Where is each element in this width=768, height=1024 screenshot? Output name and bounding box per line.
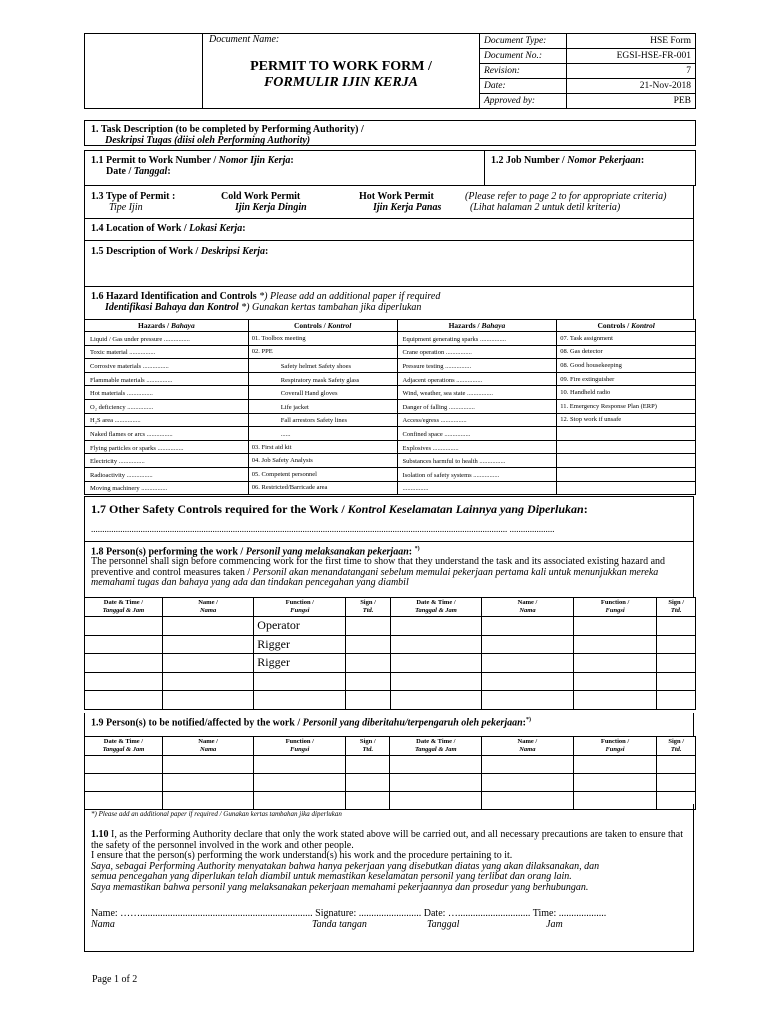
permit-type-label: 1.3 Type of Permit : xyxy=(91,191,176,202)
control-cell[interactable] xyxy=(248,467,397,481)
person-cell[interactable] xyxy=(346,756,390,774)
person-cell[interactable] xyxy=(162,617,253,636)
other-controls-label: 1.7 Other Safety Controls required for the Work / xyxy=(91,502,348,516)
person-cell[interactable] xyxy=(482,672,573,691)
person-cell[interactable] xyxy=(85,691,163,710)
hazard-label: ................ xyxy=(402,485,429,493)
control-cell[interactable] xyxy=(248,440,397,454)
control-cell[interactable] xyxy=(248,372,397,386)
date-label-id: Tanggal xyxy=(133,166,168,177)
hazard-row xyxy=(85,332,696,346)
hazard-label: Toxic material ................ xyxy=(90,349,156,357)
meta-value: HSE Form xyxy=(567,34,696,49)
hazard-cell[interactable] xyxy=(397,413,557,427)
control-cell[interactable] xyxy=(248,386,397,400)
control-cell[interactable] xyxy=(557,332,696,346)
section-1-8-persons xyxy=(84,542,694,597)
section-1-6-hazards xyxy=(84,287,694,319)
control-label: 02. PPE xyxy=(251,348,273,356)
hazard-cell[interactable] xyxy=(397,359,557,373)
person-row xyxy=(85,654,696,673)
control-label: 10. Handheld radio xyxy=(560,389,611,397)
hazard-label: Access/egress ................ xyxy=(402,417,467,425)
column-header: Sign / Ttd. xyxy=(657,737,696,756)
control-label: 08. Gas detector xyxy=(560,348,603,356)
meta-label: Document No.: xyxy=(480,49,567,64)
control-cell[interactable] xyxy=(557,481,696,495)
person-cell[interactable] xyxy=(657,672,696,691)
person-cell[interactable] xyxy=(390,691,482,710)
column-header: Function / Fungsi xyxy=(573,598,657,617)
permit-number-label-id: Nomor Ijin Kerja xyxy=(218,155,291,166)
meta-label: Approved by: xyxy=(480,94,567,109)
persons-notified-label: 1.9 Person(s) to be notified/affected by the work / xyxy=(91,717,303,729)
column-header: Sign / Ttd. xyxy=(346,598,390,617)
persons-notified-label-id: Personil yang diberitahu/terpengaruh oleh pekerjaan xyxy=(302,717,523,729)
hazard-cell[interactable] xyxy=(397,386,557,400)
person-cell[interactable] xyxy=(573,756,657,774)
hazard-cell[interactable] xyxy=(397,372,557,386)
time-label-id: Jam xyxy=(546,919,563,930)
person-row xyxy=(85,691,696,710)
section-1-3-permit-type xyxy=(84,186,694,219)
form-title-id: FORMULIR IJIN KERJA xyxy=(263,75,419,90)
control-cell[interactable] xyxy=(557,359,696,373)
person-cell[interactable] xyxy=(573,654,657,673)
person-cell[interactable] xyxy=(657,617,696,636)
person-cell[interactable] xyxy=(85,654,163,673)
hazard-row xyxy=(85,399,696,413)
location-label-id: Lokasi Kerja xyxy=(189,223,243,234)
column-header: Name / Nama xyxy=(482,737,574,756)
control-label: Coverall Hand gloves xyxy=(280,390,338,398)
col-hazards: Hazards / Bahaya xyxy=(397,320,557,332)
hazard-cell[interactable] xyxy=(397,440,557,454)
column-header: Name / Nama xyxy=(162,598,253,617)
hazard-row xyxy=(85,386,696,400)
person-cell[interactable] xyxy=(346,774,390,792)
persons-performing-text: The personnel shall sign before commencing work for the first time to show that they understand the task and its associated existing hazard and preventive and control measures taken / xyxy=(91,556,666,578)
person-row xyxy=(85,774,696,792)
footnote: *) Please add an additional paper if required / Gunakan kertas tambahan jika diperlukan xyxy=(91,810,342,818)
cold-work-option[interactable] xyxy=(219,191,307,213)
control-cell[interactable] xyxy=(557,372,696,386)
control-label: 04. Job Safety Analysis xyxy=(251,457,313,465)
other-controls-dots: ......................................................................................................................................................................................... .................... xyxy=(91,524,555,534)
control-label: 05. Competent personnel xyxy=(251,470,317,478)
column-header: Sign / Ttd. xyxy=(657,598,696,617)
person-cell[interactable] xyxy=(657,635,696,654)
hazard-label: Corrosive materials ................ xyxy=(90,362,169,370)
date-label: Date / xyxy=(106,166,134,177)
person-cell[interactable] xyxy=(254,672,346,691)
hazard-label: Radioactivity ................ xyxy=(90,471,153,479)
signature-line[interactable]: Name: ……..................................................................... Signature: ......................... Date: …............................. Time: ................... xyxy=(91,908,607,919)
col-hazards: Hazards / Bahaya xyxy=(85,320,249,332)
hazard-cell[interactable] xyxy=(85,427,249,441)
section-1-10-declaration xyxy=(84,804,694,952)
persons-performing-colon: : xyxy=(408,546,413,558)
person-cell[interactable] xyxy=(482,691,573,710)
hazard-row xyxy=(85,372,696,386)
hazard-label: Crane operation ................ xyxy=(402,349,472,357)
hazard-label: Flammable materials ................ xyxy=(90,376,173,384)
hazard-cell[interactable] xyxy=(397,481,557,495)
hazard-cell[interactable] xyxy=(85,332,249,346)
hazard-section-title-id: Identifikasi Bahaya dan Kontrol xyxy=(105,302,239,313)
control-cell[interactable] xyxy=(557,427,696,441)
hazard-cell[interactable] xyxy=(397,345,557,359)
person-cell[interactable] xyxy=(85,617,163,636)
control-label: Fall arrestors Safety lines xyxy=(280,417,348,425)
other-controls-colon: : xyxy=(583,502,588,516)
control-cell[interactable] xyxy=(557,413,696,427)
person-cell[interactable] xyxy=(390,774,482,792)
control-label: 11. Emergency Response Plan (ERP) xyxy=(560,402,657,410)
declaration-p3: Saya, sebagai Performing Authority menyatakan bahwa hanya pekerjaan yang disebutkan diatas yang akan dilaksanakan, dan xyxy=(91,860,600,872)
control-label: Respiratory mask Safety glass xyxy=(280,376,360,384)
name-label-id: Nama xyxy=(91,919,115,930)
person-cell[interactable] xyxy=(254,756,346,774)
person-row xyxy=(85,672,696,691)
hazard-cell[interactable] xyxy=(85,399,249,413)
hazard-control-table xyxy=(84,319,696,495)
column-header: Date & Time / Tanggal & Jam xyxy=(390,598,482,617)
control-label: Safety helmet Safety shoes xyxy=(280,362,352,370)
hazard-cell[interactable] xyxy=(85,386,249,400)
document-name-cell xyxy=(203,34,480,109)
col-controls: Controls / Kontrol xyxy=(248,320,397,332)
signature-label-id: Tanda tangan xyxy=(312,919,367,930)
hazard-cell[interactable] xyxy=(85,481,249,495)
person-cell[interactable] xyxy=(390,756,482,774)
hazard-cell[interactable] xyxy=(85,440,249,454)
hazard-cell[interactable] xyxy=(397,427,557,441)
hazard-cell[interactable] xyxy=(85,345,249,359)
person-cell[interactable] xyxy=(85,635,163,654)
description-of-work-field[interactable] xyxy=(84,241,694,287)
person-cell[interactable] xyxy=(482,756,574,774)
persons-performing-text-id-2: memahami tugas dan bahaya yang ada dan tindakan pencegahan yang diambil xyxy=(91,577,409,589)
person-cell[interactable] xyxy=(573,774,657,792)
hazard-row xyxy=(85,413,696,427)
control-cell[interactable] xyxy=(557,467,696,481)
control-cell[interactable] xyxy=(557,386,696,400)
declaration-p4: semua pencegahan yang diperlukan telah diambil untuk memastikan keselamatan personil yang terlibat dan orang lain. xyxy=(91,871,572,882)
description-label: 1.5 Description of Work / xyxy=(91,246,201,257)
hot-work-label: Hot Work Permit xyxy=(359,191,434,202)
persons-performing-table xyxy=(84,597,696,710)
person-cell[interactable] xyxy=(482,635,573,654)
logo-cell xyxy=(85,34,203,109)
persons-notified-colon: : xyxy=(522,717,527,729)
person-cell[interactable]: Rigger xyxy=(254,654,346,673)
hazard-cell[interactable] xyxy=(397,467,557,481)
control-cell[interactable] xyxy=(557,345,696,359)
control-cell[interactable] xyxy=(557,399,696,413)
person-cell[interactable] xyxy=(162,672,253,691)
person-cell[interactable] xyxy=(162,691,253,710)
person-cell[interactable]: Rigger xyxy=(254,635,346,654)
form-title: PERMIT TO WORK FORM / xyxy=(250,59,432,74)
cold-work-label-id: Ijin Kerja Dingin xyxy=(235,202,307,213)
person-cell[interactable] xyxy=(657,691,696,710)
section-1-title: 1. Task Description (to be completed by Performing Authority) / xyxy=(91,124,364,135)
location-colon: : xyxy=(242,223,246,234)
person-row xyxy=(85,635,696,654)
hazard-label: Confined space ................ xyxy=(402,430,471,438)
control-cell[interactable] xyxy=(248,399,397,413)
persons-notified-sup: *) xyxy=(526,717,532,723)
col-controls: Controls / Kontrol xyxy=(557,320,696,332)
hazard-cell[interactable] xyxy=(85,467,249,481)
person-cell[interactable] xyxy=(346,691,390,710)
permit-criteria-note: (Please refer to page 2 to for appropriate criteria) xyxy=(465,191,667,202)
description-colon: : xyxy=(265,246,269,257)
meta-value: PEB xyxy=(567,94,696,109)
hazard-label: Substances harmful to health ................ xyxy=(402,458,506,466)
persons-performing-sup: *) xyxy=(414,546,420,552)
hazard-row xyxy=(85,345,696,359)
control-label: ...... xyxy=(280,430,291,438)
declaration-p2: I ensure that the person(s) performing the work understand(s) his work and the procedure pertaining to it. xyxy=(91,850,513,861)
person-cell[interactable] xyxy=(346,654,390,673)
control-cell[interactable] xyxy=(248,481,397,495)
control-cell[interactable] xyxy=(248,454,397,468)
persons-performing-label: 1.8 Person(s) performing the work / xyxy=(91,546,246,558)
person-cell[interactable] xyxy=(162,756,254,774)
hazard-label: Adjacent operations ................ xyxy=(402,376,483,384)
hazard-label: Wind, weather, sea state ................ xyxy=(402,390,493,398)
date-colon: : xyxy=(167,166,171,177)
hazard-label: Flying particles or sparks ................ xyxy=(90,444,184,452)
person-cell[interactable] xyxy=(390,635,482,654)
permit-number-field[interactable] xyxy=(85,151,485,185)
control-cell[interactable] xyxy=(248,413,397,427)
person-cell[interactable] xyxy=(346,617,390,636)
permit-number-label: 1.1 Permit to Work Number / xyxy=(91,155,219,166)
job-number-label-id: Nomor Pekerjaan xyxy=(567,155,641,166)
person-row xyxy=(85,617,696,636)
hazard-label: Hot materials ................ xyxy=(90,390,153,398)
person-cell[interactable] xyxy=(162,774,254,792)
person-cell[interactable]: Operator xyxy=(254,617,346,636)
hazard-cell[interactable] xyxy=(397,454,557,468)
person-cell[interactable] xyxy=(162,635,253,654)
hazard-row xyxy=(85,481,696,495)
other-controls-label-id: Kontrol Keselamatan Lainnya yang Diperlukan xyxy=(347,502,584,516)
section-1-1-1-2 xyxy=(84,150,696,186)
column-header: Date & Time / Tanggal & Jam xyxy=(85,737,163,756)
hazard-label: Danger of falling ................ xyxy=(402,403,475,411)
person-cell[interactable] xyxy=(162,654,253,673)
hazard-label: Naked flames or arcs ................ xyxy=(90,430,173,438)
doc-name-label: Document Name: xyxy=(209,34,280,45)
permit-number-colon: : xyxy=(290,155,294,166)
person-cell[interactable] xyxy=(657,774,696,792)
persons-notified-table xyxy=(84,736,696,810)
control-label: 08. Good housekeeping xyxy=(560,361,622,369)
hazard-label: Pressure testing ................ xyxy=(402,362,472,370)
person-cell[interactable] xyxy=(573,635,657,654)
section-1-9-notified xyxy=(84,713,694,736)
hazard-row xyxy=(85,440,696,454)
declaration-number: 1.10 xyxy=(91,829,109,840)
column-header: Function / Fungsi xyxy=(573,737,657,756)
hazard-cell[interactable] xyxy=(397,399,557,413)
hazard-label: Explosives ................ xyxy=(402,444,459,452)
column-header: Sign / Ttd. xyxy=(346,737,390,756)
declaration-p1: I, as the Performing Authority declare that only the work stated above will be carried out, and all necessary precautions are taken to ensure that the safety of the personnel involved in the work and other people. xyxy=(91,829,684,851)
declaration-p5: Saya memastikan bahwa personil yang melaksanakan pekerjaan memahami pekerjaannya dan prosedur yang berhubungan. xyxy=(91,881,589,893)
hot-work-label-id: Ijin Kerja Panas xyxy=(373,202,442,213)
person-cell[interactable] xyxy=(657,654,696,673)
persons-performing-label-id: Personil yang melaksanakan pekerjaan xyxy=(245,546,409,558)
person-cell[interactable] xyxy=(346,672,390,691)
meta-label: Document Type: xyxy=(480,34,567,49)
hot-work-option[interactable] xyxy=(357,191,441,213)
cold-work-label: Cold Work Permit xyxy=(221,191,301,202)
permit-criteria-note-id: (Lihat halaman 2 untuk detil kriteria) xyxy=(470,202,621,213)
person-cell[interactable] xyxy=(573,691,657,710)
control-label: 01. Toolbox meeting xyxy=(251,334,306,342)
hazard-section-note: *) Please add an additional paper if required xyxy=(256,291,441,302)
hazard-label: H₂S area ................ xyxy=(90,417,141,425)
person-cell[interactable] xyxy=(85,672,163,691)
location-label: 1.4 Location of Work / xyxy=(91,223,190,234)
control-label: 12. Stop work if unsafe xyxy=(560,416,622,424)
meta-label: Date: xyxy=(480,79,567,94)
job-number-field[interactable] xyxy=(491,155,644,166)
hazard-row xyxy=(85,454,696,468)
person-cell[interactable] xyxy=(85,756,163,774)
person-cell[interactable] xyxy=(346,635,390,654)
person-cell[interactable] xyxy=(482,774,574,792)
person-cell[interactable] xyxy=(390,654,482,673)
control-cell[interactable] xyxy=(248,345,397,359)
persons-performing-text-id: Personil akan menandatangani sebelum memulai pekerjaan pertama kali untuk menunjukkan mereka xyxy=(252,566,659,578)
person-cell[interactable] xyxy=(390,672,482,691)
control-label: Life jacket xyxy=(280,403,309,411)
hazard-label: Equipment generating sparks ................ xyxy=(402,335,506,343)
section-1-7-other-controls[interactable] xyxy=(84,496,694,542)
person-cell[interactable] xyxy=(573,617,657,636)
hazard-label: Liquid / Gas under pressure ................ xyxy=(90,335,190,343)
column-header: Name / Nama xyxy=(482,598,573,617)
hazard-cell[interactable] xyxy=(397,332,557,346)
permit-type-label-id: Tipe Ijin xyxy=(109,202,143,213)
hazard-cell[interactable] xyxy=(85,372,249,386)
column-header: Function / Fungsi xyxy=(254,737,346,756)
control-label: 06. Restricted/Barricade area xyxy=(251,484,328,492)
hazard-section-title: 1.6 Hazard Identification and Controls xyxy=(91,291,257,302)
hazard-label: Moving machinery ................ xyxy=(90,485,168,493)
hazard-cell[interactable] xyxy=(85,359,249,373)
person-cell[interactable] xyxy=(390,617,482,636)
description-label-id: Deskripsi Kerja xyxy=(200,246,265,257)
control-cell[interactable] xyxy=(248,332,397,346)
person-cell[interactable] xyxy=(482,654,573,673)
control-cell[interactable] xyxy=(248,427,397,441)
column-header: Name / Nama xyxy=(162,737,254,756)
person-row xyxy=(85,756,696,774)
job-number-colon: : xyxy=(640,155,645,166)
column-header: Function / Fungsi xyxy=(254,598,346,617)
person-cell[interactable] xyxy=(254,691,346,710)
hazard-section-note-id: *) Gunakan kertas tambahan jika diperlukan xyxy=(238,302,422,313)
hazard-row xyxy=(85,427,696,441)
person-cell[interactable] xyxy=(254,774,346,792)
control-label: 03. First aid kit xyxy=(251,443,292,451)
page-number: Page 1 of 2 xyxy=(92,974,138,985)
person-cell[interactable] xyxy=(482,617,573,636)
person-cell[interactable] xyxy=(657,756,696,774)
hazard-row xyxy=(85,359,696,373)
control-label: 07. Task assignment xyxy=(560,334,613,342)
meta-value: 7 xyxy=(567,64,696,79)
job-number-label: 1.2 Job Number / xyxy=(491,155,568,166)
location-of-work-field[interactable] xyxy=(84,219,694,241)
hazard-label: O₂ deficiency ................ xyxy=(90,403,154,411)
hazard-cell[interactable] xyxy=(85,454,249,468)
hazard-row xyxy=(85,467,696,481)
person-cell[interactable] xyxy=(85,774,163,792)
meta-value: 21-Nov-2018 xyxy=(567,79,696,94)
meta-value: EGSI-HSE-FR-001 xyxy=(567,49,696,64)
hazard-label: Electricity ................ xyxy=(90,458,145,466)
section-1-task-description xyxy=(84,120,696,146)
person-cell[interactable] xyxy=(573,672,657,691)
meta-label: Revision: xyxy=(480,64,567,79)
hazard-label: Isolation of safety systems ................ xyxy=(402,471,500,479)
control-label: 09. Fire extinguisher xyxy=(560,375,615,383)
document-header xyxy=(84,33,696,109)
section-1-title-id: Deskripsi Tugas (diisi oleh Performing Authority) xyxy=(105,135,311,146)
column-header: Date & Time / Tanggal & Jam xyxy=(390,737,482,756)
date-label-id: Tanggal xyxy=(427,919,460,930)
column-header: Date & Time / Tanggal & Jam xyxy=(85,598,163,617)
hazard-cell[interactable] xyxy=(85,413,249,427)
control-cell[interactable] xyxy=(248,359,397,373)
control-cell[interactable] xyxy=(557,454,696,468)
control-cell[interactable] xyxy=(557,440,696,454)
